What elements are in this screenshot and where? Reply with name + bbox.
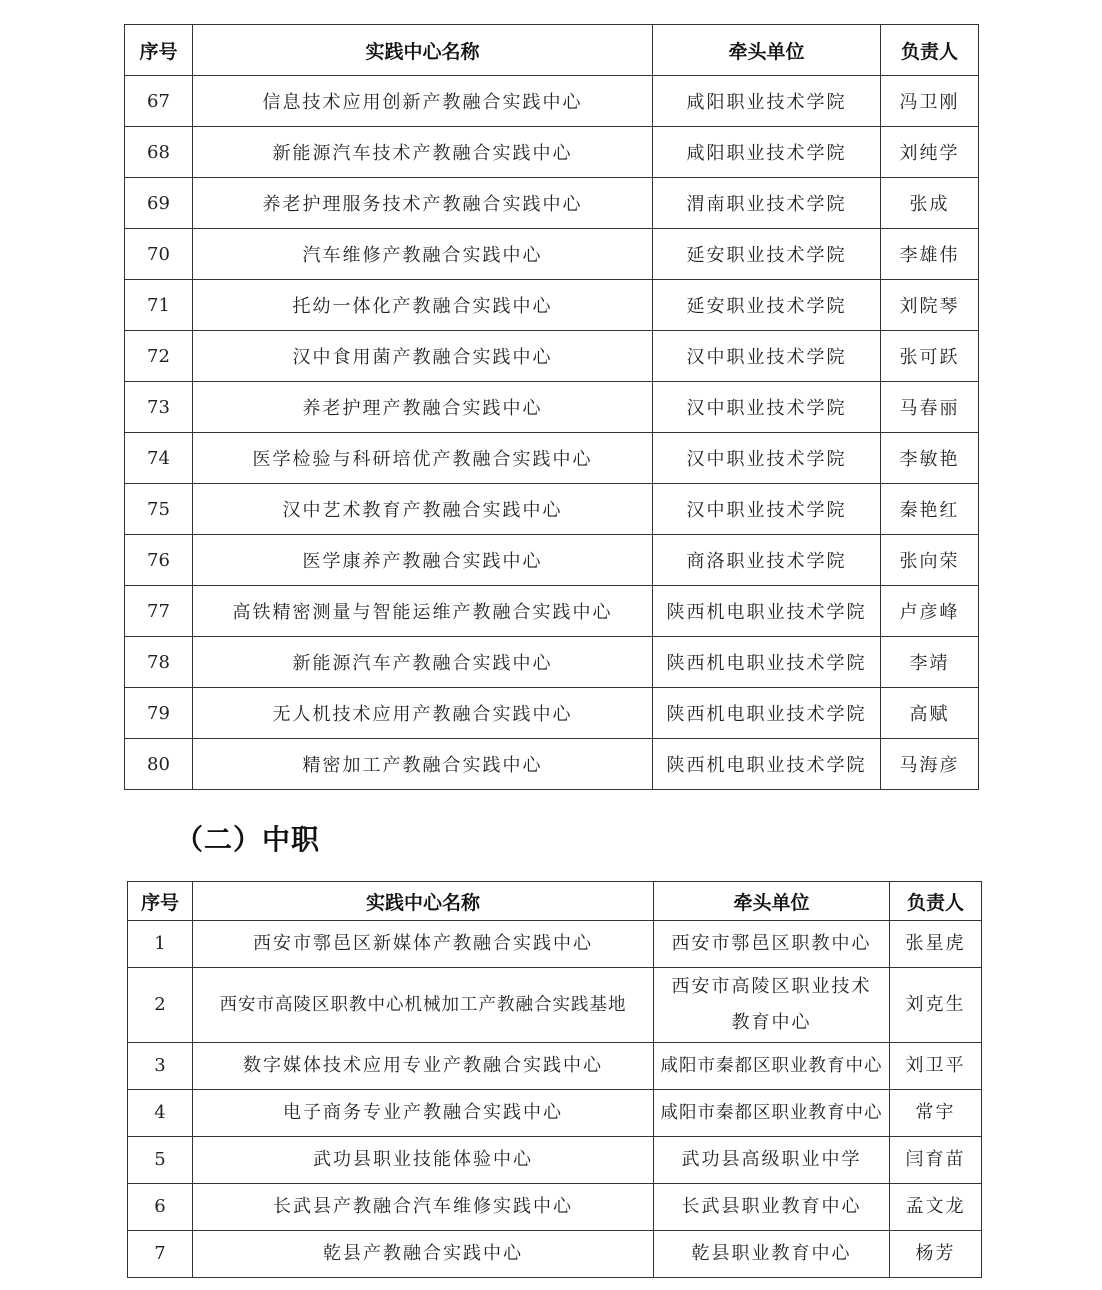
row-number: 4 [128, 1090, 193, 1137]
center-name: 养老护理产教融合实践中心 [193, 382, 653, 433]
lead-unit-line: 西安市鄠邑区职教中心 [671, 933, 872, 954]
person-in-charge: 孟文龙 [890, 1184, 982, 1231]
center-name: 乾县产教融合实践中心 [193, 1231, 654, 1278]
row-number: 71 [125, 280, 193, 331]
person-in-charge: 刘纯学 [881, 127, 979, 178]
row-number: 72 [125, 331, 193, 382]
col-header-unit: 牵头单位 [653, 25, 881, 76]
lead-unit: 陕西机电职业技术学院 [653, 739, 881, 790]
row-number: 78 [125, 637, 193, 688]
center-name: 托幼一体化产教融合实践中心 [193, 280, 653, 331]
center-name: 电子商务专业产教融合实践中心 [193, 1090, 654, 1137]
row-number: 76 [125, 535, 193, 586]
center-name: 信息技术应用创新产教融合实践中心 [193, 76, 653, 127]
person-in-charge: 李敏艳 [881, 433, 979, 484]
table-row [125, 739, 979, 790]
row-number: 69 [125, 178, 193, 229]
center-name: 数字媒体技术应用专业产教融合实践中心 [193, 1043, 654, 1090]
lead-unit [654, 1090, 890, 1137]
row-number: 6 [128, 1184, 193, 1231]
lead-unit: 汉中职业技术学院 [653, 382, 881, 433]
col-header-person: 负责人 [890, 882, 982, 921]
row-number: 74 [125, 433, 193, 484]
lead-unit-line: 长武县职业教育中心 [681, 1196, 862, 1217]
row-number: 77 [125, 586, 193, 637]
row-number: 7 [128, 1231, 193, 1278]
table-row [125, 280, 979, 331]
center-name: 汉中艺术教育产教融合实践中心 [193, 484, 653, 535]
table-row [125, 127, 979, 178]
row-number: 67 [125, 76, 193, 127]
lead-unit: 咸阳职业技术学院 [653, 76, 881, 127]
higher-vocational-table [124, 24, 979, 790]
center-name: 养老护理服务技术产教融合实践中心 [193, 178, 653, 229]
lead-unit [654, 1231, 890, 1278]
lead-unit-line: 咸阳市秦都区职业教育中心 [660, 1103, 883, 1123]
person-in-charge: 张成 [881, 178, 979, 229]
center-name: 武功县职业技能体验中心 [193, 1137, 654, 1184]
table-row [125, 229, 979, 280]
lead-unit: 商洛职业技术学院 [653, 535, 881, 586]
table-row [125, 331, 979, 382]
table-row [125, 688, 979, 739]
center-name: 长武县产教融合汽车维修实践中心 [193, 1184, 654, 1231]
lead-unit [654, 968, 890, 1043]
lead-unit: 咸阳职业技术学院 [653, 127, 881, 178]
table-row [128, 921, 982, 968]
table-row [125, 433, 979, 484]
table-row [125, 484, 979, 535]
lead-unit-line: 武功县高级职业中学 [681, 1149, 862, 1170]
table-header-row [125, 25, 979, 76]
section-title: （二）中职 [175, 823, 321, 856]
lead-unit [654, 1137, 890, 1184]
person-in-charge: 刘院琴 [881, 280, 979, 331]
person-in-charge: 闫育苗 [890, 1137, 982, 1184]
table-header-row [128, 882, 982, 921]
center-name: 新能源汽车产教融合实践中心 [193, 637, 653, 688]
table-row [125, 76, 979, 127]
table-row [128, 1231, 982, 1278]
col-header-no: 序号 [128, 882, 193, 921]
center-name: 精密加工产教融合实践中心 [193, 739, 653, 790]
lead-unit: 陕西机电职业技术学院 [653, 586, 881, 637]
center-name: 汉中食用菌产教融合实践中心 [193, 331, 653, 382]
lead-unit: 陕西机电职业技术学院 [653, 637, 881, 688]
person-in-charge: 张星虎 [890, 921, 982, 968]
lead-unit-line: 教育中心 [731, 1012, 812, 1033]
col-header-person: 负责人 [881, 25, 979, 76]
lead-unit-line: 咸阳市秦都区职业教育中心 [660, 1056, 883, 1076]
table-row [125, 382, 979, 433]
row-number: 5 [128, 1137, 193, 1184]
table-row [125, 586, 979, 637]
row-number: 3 [128, 1043, 193, 1090]
row-number: 73 [125, 382, 193, 433]
row-number: 80 [125, 739, 193, 790]
person-in-charge: 马海彦 [881, 739, 979, 790]
lead-unit: 延安职业技术学院 [653, 280, 881, 331]
person-in-charge: 刘克生 [890, 968, 982, 1043]
lead-unit-line: 乾县职业教育中心 [691, 1243, 852, 1264]
col-header-unit: 牵头单位 [654, 882, 890, 921]
person-in-charge: 高赋 [881, 688, 979, 739]
lead-unit: 汉中职业技术学院 [653, 433, 881, 484]
lead-unit [654, 1043, 890, 1090]
center-name: 汽车维修产教融合实践中心 [193, 229, 653, 280]
person-in-charge: 李雄伟 [881, 229, 979, 280]
person-in-charge: 刘卫平 [890, 1043, 982, 1090]
lead-unit-line: 西安市高陵区职业技术 [671, 976, 872, 997]
row-number: 70 [125, 229, 193, 280]
row-number: 1 [128, 921, 193, 968]
center-name: 医学康养产教融合实践中心 [193, 535, 653, 586]
lead-unit: 汉中职业技术学院 [653, 484, 881, 535]
table-row [125, 637, 979, 688]
table-row [128, 1043, 982, 1090]
table-row [128, 1184, 982, 1231]
col-header-name: 实践中心名称 [193, 882, 654, 921]
row-number: 75 [125, 484, 193, 535]
table-row [128, 968, 982, 1043]
lead-unit [654, 921, 890, 968]
center-name: 无人机技术应用产教融合实践中心 [193, 688, 653, 739]
secondary-vocational-table [127, 881, 982, 1278]
lead-unit: 渭南职业技术学院 [653, 178, 881, 229]
center-name: 医学检验与科研培优产教融合实践中心 [193, 433, 653, 484]
center-name: 高铁精密测量与智能运维产教融合实践中心 [193, 586, 653, 637]
lead-unit [654, 1184, 890, 1231]
lead-unit: 汉中职业技术学院 [653, 331, 881, 382]
table-row [128, 1137, 982, 1184]
person-in-charge: 李靖 [881, 637, 979, 688]
col-header-name: 实践中心名称 [193, 25, 653, 76]
center-name: 新能源汽车技术产教融合实践中心 [193, 127, 653, 178]
person-in-charge: 常宇 [890, 1090, 982, 1137]
table-row [125, 535, 979, 586]
person-in-charge: 马春丽 [881, 382, 979, 433]
lead-unit: 延安职业技术学院 [653, 229, 881, 280]
person-in-charge: 张可跃 [881, 331, 979, 382]
table-row [128, 1090, 982, 1137]
lead-unit: 陕西机电职业技术学院 [653, 688, 881, 739]
person-in-charge: 张向荣 [881, 535, 979, 586]
center-name: 西安市鄠邑区新媒体产教融合实践中心 [193, 921, 654, 968]
table-row [125, 178, 979, 229]
person-in-charge: 卢彦峰 [881, 586, 979, 637]
row-number: 79 [125, 688, 193, 739]
person-in-charge: 杨芳 [890, 1231, 982, 1278]
center-name: 西安市高陵区职教中心机械加工产教融合实践基地 [193, 968, 654, 1043]
row-number: 68 [125, 127, 193, 178]
person-in-charge: 冯卫刚 [881, 76, 979, 127]
person-in-charge: 秦艳红 [881, 484, 979, 535]
col-header-no: 序号 [125, 25, 193, 76]
row-number: 2 [128, 968, 193, 1043]
